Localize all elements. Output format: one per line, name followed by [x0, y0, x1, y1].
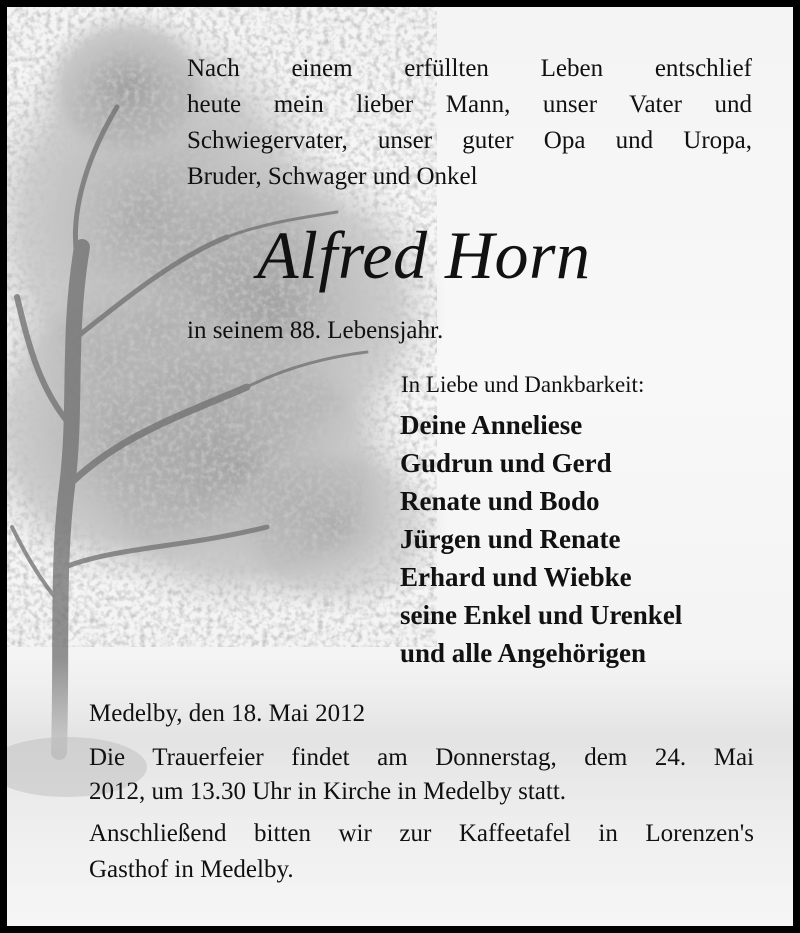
thanks-heading: In Liebe und Dankbarkeit:	[401, 372, 645, 397]
intro-line: Bruder, Schwager und Onkel	[187, 163, 478, 190]
intro-line: heute mein lieber Mann, unser Vater und	[187, 91, 752, 118]
family-member: Deine Anneliese	[400, 410, 583, 440]
obituary-notice	[7, 7, 793, 926]
family-member: Gudrun und Gerd	[400, 448, 612, 478]
service-line: Die Trauerfeier findet am Donnerstag, dem 24. Mai	[89, 744, 754, 771]
family-member: seine Enkel und Urenkel	[400, 600, 683, 630]
coffee-line: Anschließend bitten wir zur Kaffeetafel in Lorenzen's	[89, 820, 754, 847]
coffee-line: Gasthof in Medelby.	[89, 856, 294, 883]
intro-line: Nach einem erfüllten Leben entschlief	[187, 55, 752, 82]
family-list	[400, 406, 682, 672]
service-line: 2012, um 13.30 Uhr in Kirche in Medelby statt.	[89, 778, 567, 805]
coffee-invitation	[89, 816, 754, 888]
family-member: Erhard und Wiebke	[400, 562, 632, 592]
family-member: Jürgen und Renate	[400, 524, 621, 554]
deceased-name: Alfred Horn	[257, 217, 591, 293]
intro-line: Schwiegervater, unser guter Opa und Uropa,	[187, 127, 752, 154]
service-info	[89, 741, 754, 809]
family-member: Renate und Bodo	[400, 486, 600, 516]
family-member: und alle Angehörigen	[400, 638, 647, 668]
place-date: Medelby, den 18. Mai 2012	[89, 700, 366, 727]
intro-paragraph	[187, 51, 752, 195]
age-text: in seinem 88. Lebensjahr.	[187, 317, 444, 344]
